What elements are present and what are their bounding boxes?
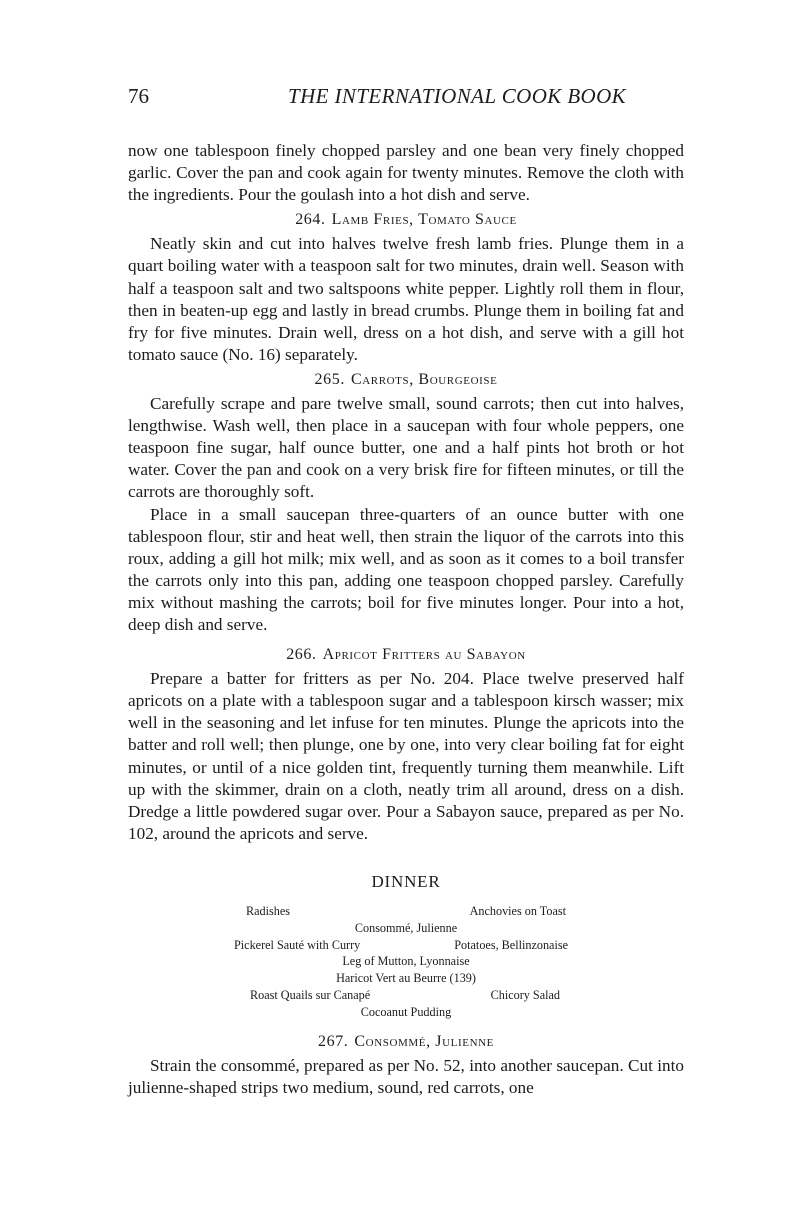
menu-title: DINNER (371, 871, 441, 891)
dinner-menu (128, 903, 684, 1021)
recipe-title: Carrots, Bourgeoise (350, 370, 498, 388)
recipe-paragraph: Strain the consommé, prepared as per No. 52, into another saucepan. Cut into julienne-shaped strips two medium, sound, red carrots, one (128, 1055, 684, 1097)
continuation-paragraph: now one tablespoon finely chopped parsley and one bean very finely chopped garlic. Cover the pan and cook again for twenty minutes. Remove the cloth with the ingredients. Pour the goulash into a hot dish and serve. (128, 141, 684, 205)
menu-item: Haricot Vert au Beurre (139) (336, 971, 476, 986)
recipe-number: 265. (314, 370, 345, 388)
menu-row (128, 970, 684, 987)
menu-item: Radishes (246, 904, 291, 918)
menu-row (128, 903, 684, 920)
recipe-paragraph: Carefully scrape and pare twelve small, sound carrots; then cut into halves, lengthwise. Wash well, then place in a saucepan with four whole peppers, one teaspoon fine sugar, half ounce butter, one and a half pints hot broth or hot water. Cover the pan and cook on a very brisk fire for fifteen minutes, or till the carrots are thoroughly soft. (128, 394, 684, 502)
menu-item: Cocoanut Pudding (360, 1004, 452, 1019)
menu-item: Chicory Salad (490, 987, 560, 1002)
recipe-title: Lamb Fries, Tomato Sauce (331, 211, 517, 229)
page-body (128, 140, 684, 1099)
page-number: 76 (128, 84, 149, 108)
recipe-heading-266 (128, 644, 684, 666)
menu-item: Leg of Mutton, Lyonnaise (342, 954, 470, 969)
menu-row (128, 937, 684, 954)
menu-item: Roast Quails sur Canapé (250, 987, 371, 1002)
page-header (128, 84, 684, 109)
recipe-number: 266. (286, 646, 317, 664)
recipe-paragraph: Place in a small saucepan three-quarters of an ounce butter with one tablespoon flour, stir and heat well, then strain the liquor of the carrots into this roux, adding a gill hot milk; mix well, and as soon as it comes to a boil transfer the carrots only into this pan, adding one teaspoon chopped parsley. Carefully mix without mashing the carrots; boil for five minutes longer. Pour into a hot, deep dish and serve. (128, 504, 684, 634)
recipe-title: Consommé, Julienne (354, 1032, 494, 1050)
menu-item: Consommé, Julienne (354, 920, 458, 935)
menu-item: Potatoes, Bellinzonaise (454, 937, 568, 952)
recipe-heading-265 (128, 369, 684, 391)
recipe-title: Apricot Fritters au Sabayon (322, 646, 526, 664)
recipe-paragraph: Neatly skin and cut into halves twelve fresh lamb fries. Plunge them in a quart boiling water with a teaspoon salt for two minutes, drain well. Season with half a teaspoon salt and two saltspoons white pepper. Lightly roll them in flour, then in beaten-up egg and lastly in bread crumbs. Plunge them in boiling fat and fry for five minutes. Drain well, dress on a hot dish, and serve with a gill hot tomato sauce (No. 16) separately. (128, 234, 684, 364)
recipe-paragraph: Prepare a batter for fritters as per No. 204. Place twelve preserved half apricots on a plate with a tablespoon sugar and a tablespoon kirsch wasser; mix well in the seasoning and let infuse for ten minutes. Plunge the apricots into the batter and roll well; then plunge, one by one, into very clear boiling fat for eight minutes, or until of a nice golden tint, frequently turning them meanwhile. Lift up with the skimmer, drain on a cloth, neatly trim all around, dress on a dish. Dredge a little powdered sugar over. Pour a Sabayon sauce, prepared as per No. 102, around the apricots and serve. (128, 669, 684, 843)
menu-item: Pickerel Sauté with Curry (234, 937, 361, 952)
menu-row (128, 953, 684, 970)
recipe-heading-267 (128, 1031, 684, 1053)
menu-item: Anchovies on Toast (469, 904, 566, 918)
menu-row (128, 1004, 684, 1021)
recipe-number: 264. (295, 211, 326, 229)
menu-row (128, 987, 684, 1004)
recipe-heading-264 (128, 209, 684, 231)
recipe-number: 267. (318, 1032, 349, 1050)
menu-row (128, 920, 684, 937)
running-head: THE INTERNATIONAL COOK BOOK (288, 84, 627, 108)
